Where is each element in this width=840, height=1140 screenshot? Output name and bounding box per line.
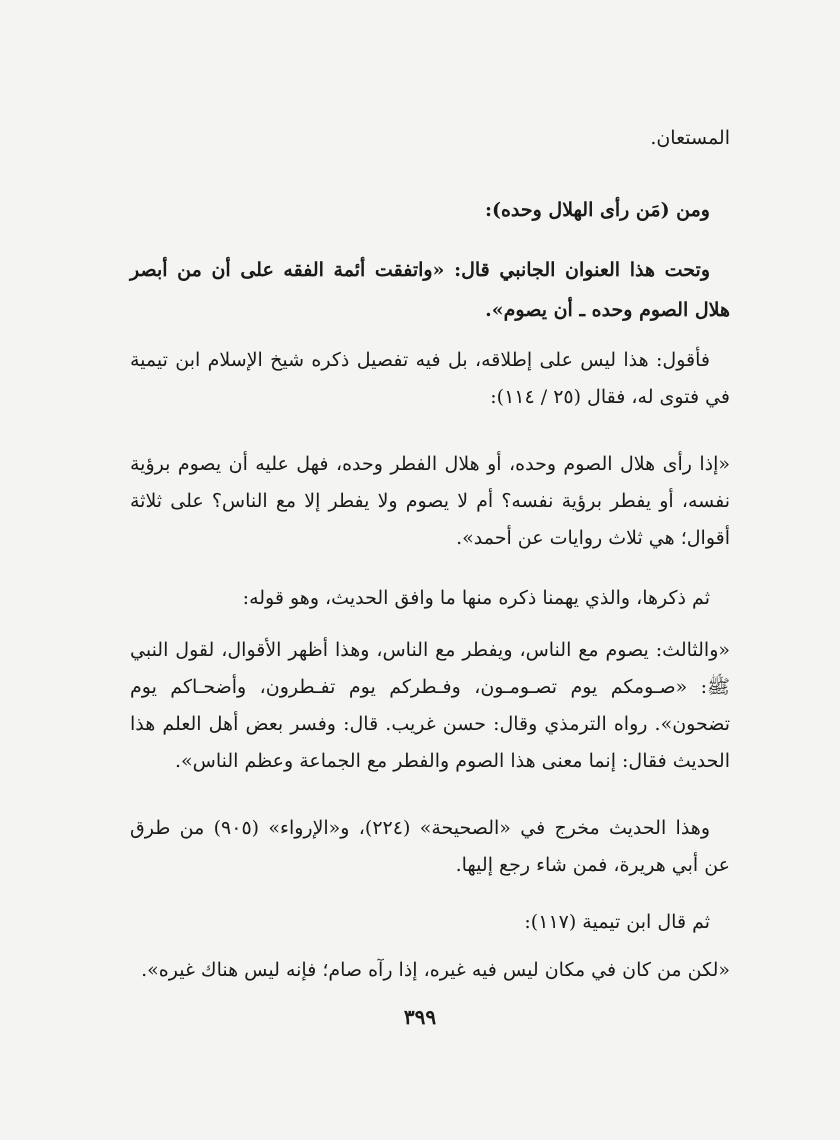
paragraph-5-block <box>130 632 730 780</box>
paragraph-4: ثم ذكرها، والذي يهمنا ذكره منها ما وافق الحديث، وهو قوله: <box>242 587 710 609</box>
text-column <box>130 120 730 157</box>
paragraph-8: «لكن من كان في مكان ليس فيه غيره، إذا رآه صام؛ فإنه ليس هناك غيره». <box>141 959 730 981</box>
paragraph-7: ثم قال ابن تيمية (١١٧): <box>524 911 710 933</box>
paragraph-8-block <box>130 952 730 989</box>
section-heading: ومن (مَن رأى الهلال وحده): <box>484 199 710 221</box>
section-heading-block <box>130 192 730 229</box>
paragraph-1-block <box>130 250 730 330</box>
line-top: المستعان. <box>650 127 730 149</box>
paragraph-6: وهذا الحديث مخرج في «الصحيحة» (٢٢٤)، و«الإرواء» (٩٠٥) من طرق عن أبي هريرة، فمن شاء رجع إليها. <box>130 817 730 876</box>
paragraph-5: «والثالث: يصوم مع الناس، ويفطر مع الناس، وهذا أظهر الأقوال، لقول النبي ﷺ: «صـومكم يوم تصـومـون، وفـطركم يوم تفـطرون، وأضحـاكم يوم تضحون». رواه الترمذي وقال: حسن غريب. قال: وفسر بعض أهل العلم هذا الحديث فقال: إنما معنى هذا الصوم والفطر مع الجماعة وعظم الناس». <box>130 639 730 772</box>
paragraph-3-block <box>130 446 730 557</box>
paragraph-2: فأقول: هذا ليس على إطلاقه، بل فيه تفصيل ذكره شيخ الإسلام ابن تيمية في فتوى له، فقال (٢٥ / ١١٤): <box>130 349 730 408</box>
paragraph-1: وتحت هذا العنوان الجانبي قال: «واتفقت أئمة الفقه على أن من أبصر هلال الصوم وحده ـ أن يصوم». <box>130 259 730 321</box>
paragraph-7-block <box>130 904 730 941</box>
paragraph-3: «إذا رأى هلال الصوم وحده، أو هلال الفطر وحده، فهل عليه أن يصوم برؤية نفسه، أو يفطر برؤية نفسه؟ أم لا يصوم ولا يفطر إلا مع الناس؟ على ثلاثة أقوال؛ هي ثلاث روايات عن أحمد». <box>130 453 730 549</box>
paragraph-4-block <box>130 580 730 617</box>
paragraph-6-block <box>130 810 730 884</box>
page-number: ٣٩٩ <box>403 1005 437 1029</box>
paragraph-2-block <box>130 342 730 416</box>
